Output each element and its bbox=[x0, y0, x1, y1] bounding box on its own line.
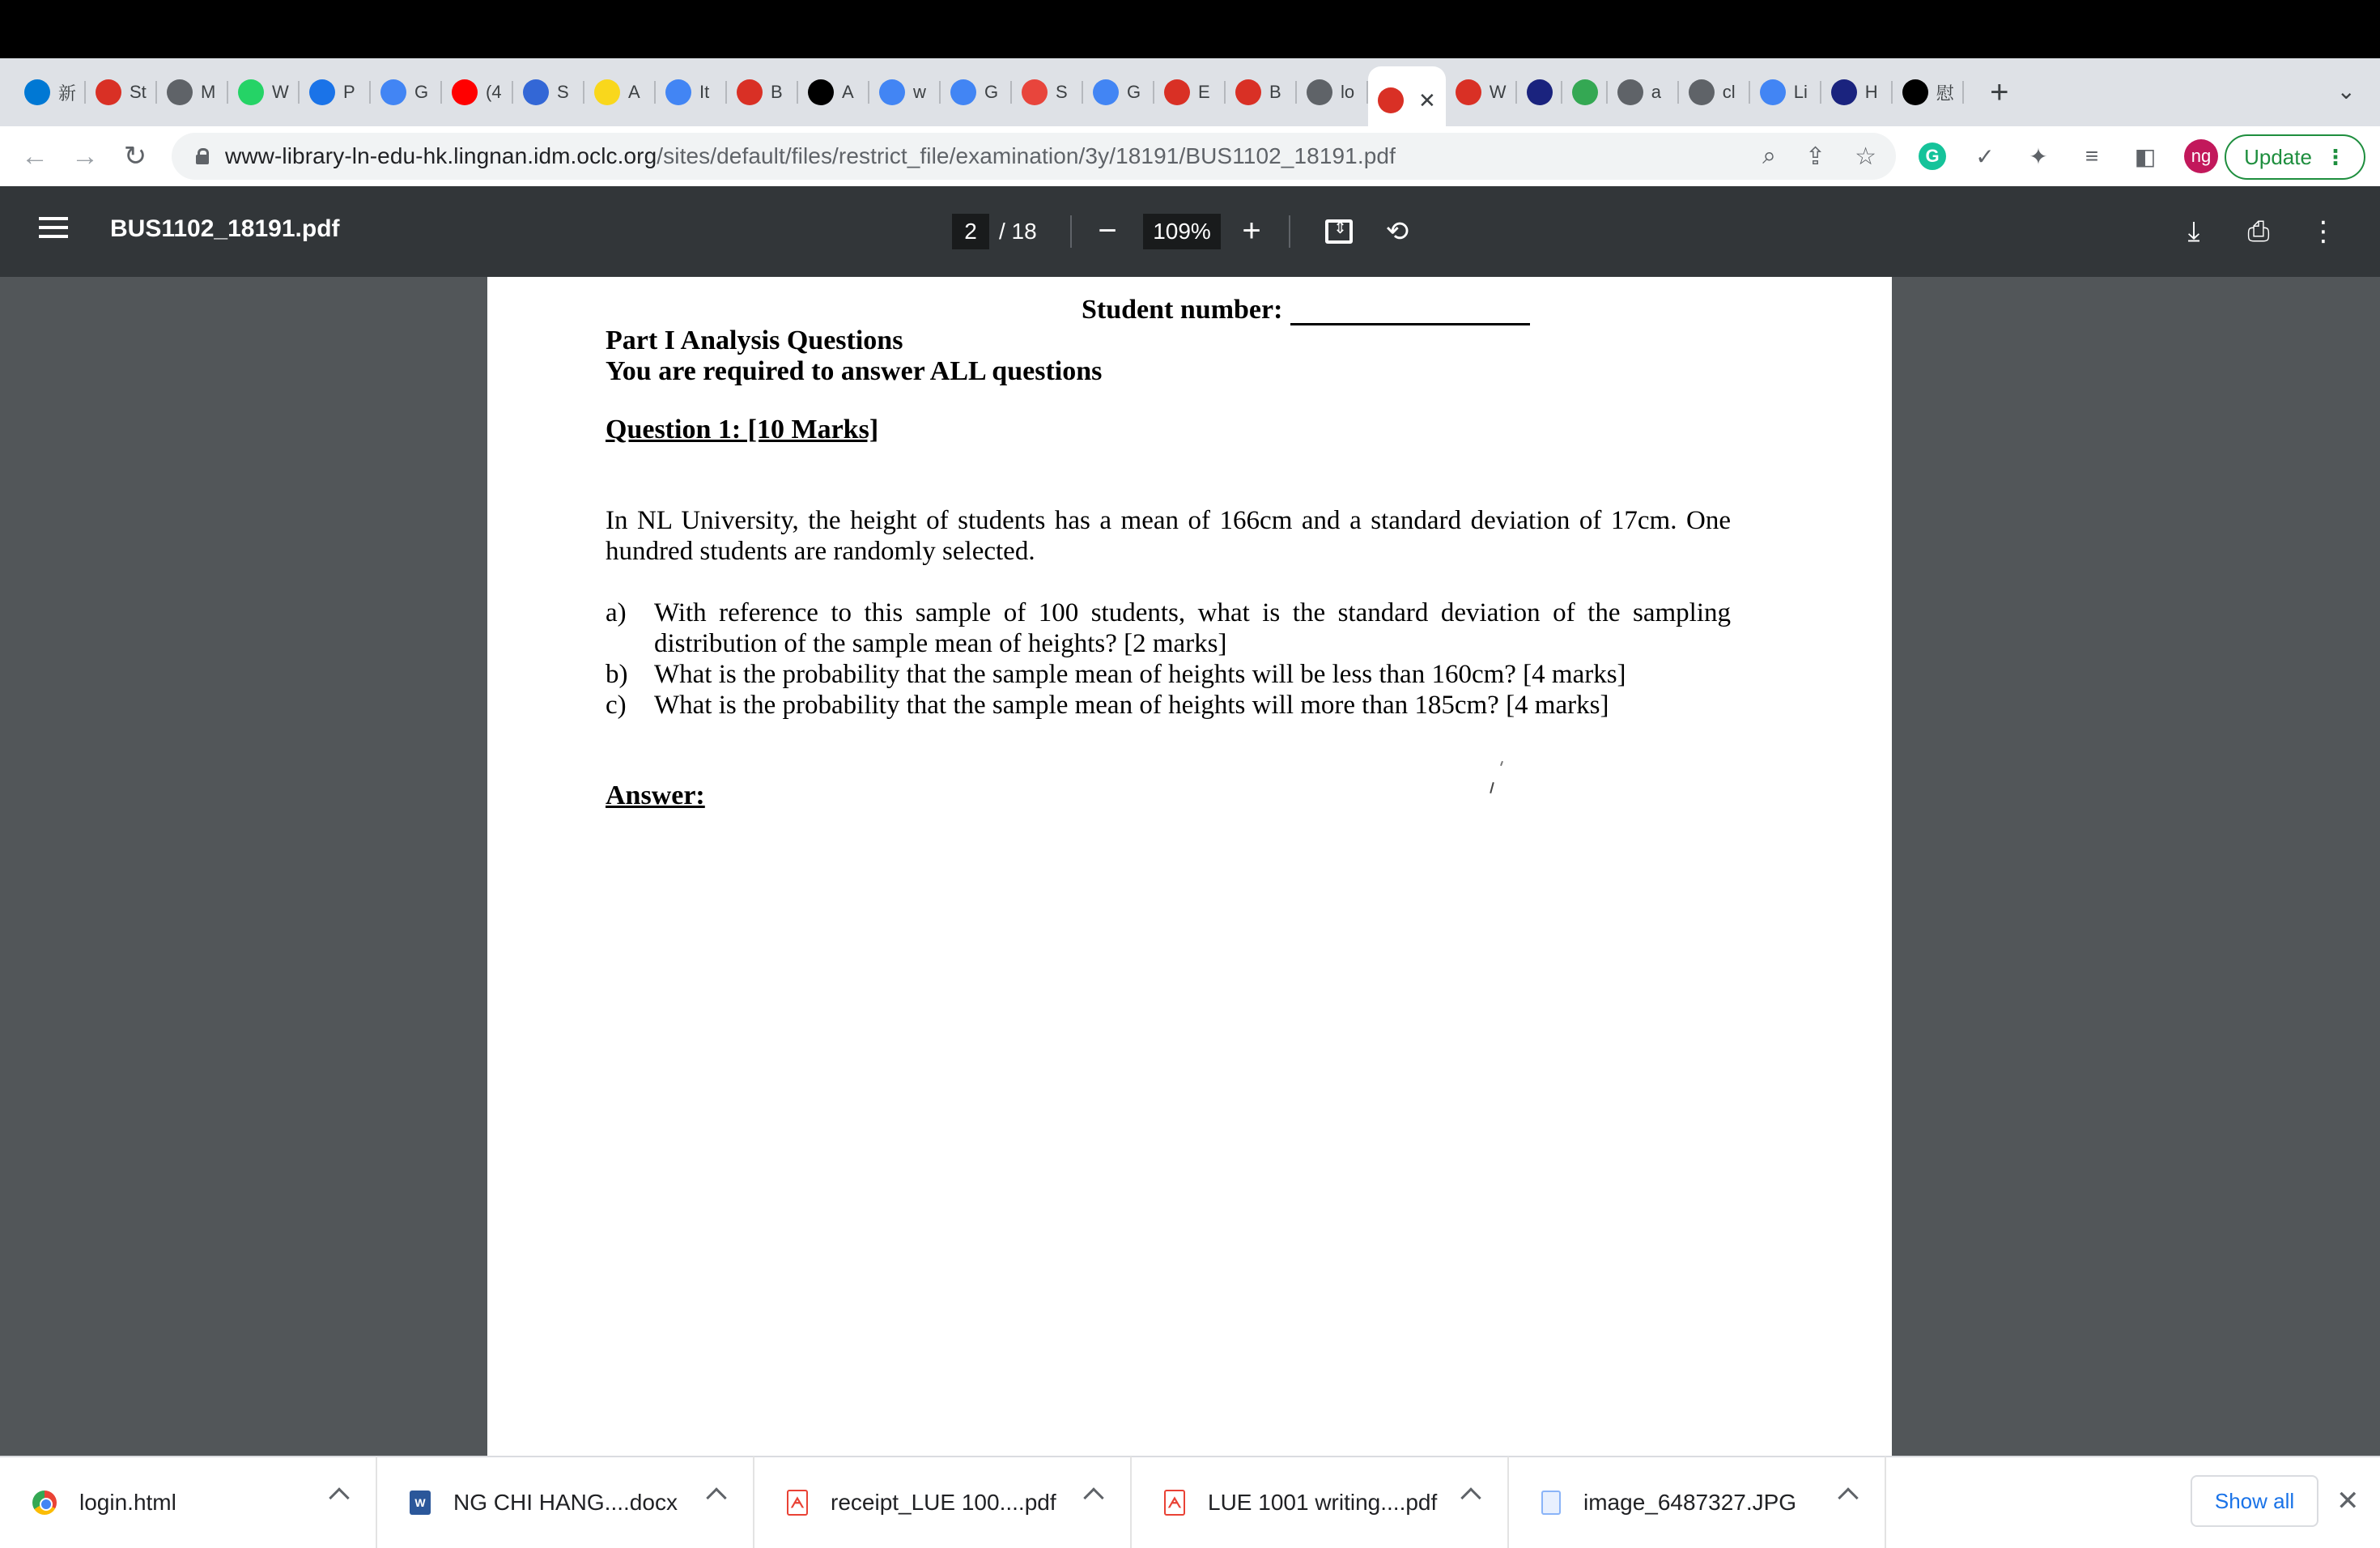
translate-icon bbox=[1093, 79, 1119, 105]
browser-tab[interactable] bbox=[157, 66, 228, 118]
pdf-filename: BUS1102_18191.pdf bbox=[110, 215, 340, 242]
lingnan-icon bbox=[96, 79, 121, 105]
zoom-icon[interactable]: ⌕ bbox=[1762, 142, 1776, 169]
question-item: c) What is the probability that the sample mean of heights will more than 185cm? [4 marks] bbox=[606, 691, 1609, 720]
browser-tab[interactable] bbox=[513, 66, 584, 118]
globe-icon bbox=[167, 79, 193, 105]
side-panel-icon[interactable]: ◧ bbox=[2134, 143, 2157, 169]
globe-icon bbox=[1617, 79, 1643, 105]
page-total: / 18 bbox=[999, 219, 1037, 244]
chevron-up-icon[interactable] bbox=[706, 1487, 726, 1508]
tab-search-chevron-icon[interactable]: ⌄ bbox=[2336, 79, 2356, 104]
toolbar-divider bbox=[1289, 215, 1290, 248]
page-number-input[interactable]: 2 bbox=[952, 214, 989, 249]
tab-title: G bbox=[1127, 82, 1141, 102]
chrome-file-icon bbox=[32, 1491, 57, 1515]
browser-tab[interactable] bbox=[1446, 66, 1517, 118]
more-options-icon[interactable]: ⋮ bbox=[2310, 216, 2337, 247]
tab-title: E bbox=[1198, 82, 1210, 102]
back-button[interactable]: ← bbox=[21, 140, 49, 172]
star-icon bbox=[1527, 79, 1553, 105]
pen-mark bbox=[1491, 771, 1494, 795]
browser-tab[interactable] bbox=[656, 66, 727, 118]
outlook-icon bbox=[24, 79, 50, 105]
image-file-icon bbox=[1541, 1491, 1561, 1515]
tab-title: M bbox=[201, 82, 216, 102]
tab-title: W bbox=[272, 82, 289, 102]
browser-tab[interactable] bbox=[1517, 66, 1562, 118]
browser-tab[interactable] bbox=[1562, 66, 1608, 118]
tab-title: S bbox=[557, 82, 569, 102]
toolbar-divider bbox=[1070, 215, 1072, 248]
browser-tab[interactable] bbox=[941, 66, 1012, 118]
tab-title: Li bbox=[1793, 82, 1808, 102]
google-icon bbox=[1760, 79, 1786, 105]
browser-tab[interactable] bbox=[300, 66, 371, 118]
translate-icon bbox=[380, 79, 406, 105]
download-item[interactable] bbox=[1509, 1457, 1886, 1548]
google-icon bbox=[879, 79, 905, 105]
play-icon bbox=[737, 79, 763, 105]
question-item: b) What is the probability that the sample mean of heights will be less than 160cm? [4 marks] bbox=[606, 660, 1626, 689]
tab-title: B bbox=[771, 82, 783, 102]
tab-title: G bbox=[984, 82, 999, 102]
globe-icon bbox=[1689, 79, 1715, 105]
tab-title: P bbox=[343, 82, 355, 102]
rotate-icon[interactable]: ⟲ bbox=[1385, 216, 1409, 247]
download-item[interactable] bbox=[377, 1457, 754, 1548]
pdf-menu-icon[interactable] bbox=[39, 217, 68, 241]
browser-tab[interactable] bbox=[869, 66, 941, 118]
google-icon bbox=[665, 79, 691, 105]
question-heading: Question 1: [10 Marks] bbox=[606, 415, 879, 444]
pdf-file-icon: ᗅ bbox=[787, 1490, 808, 1516]
forward-button[interactable]: → bbox=[71, 140, 99, 172]
chevron-up-icon[interactable] bbox=[329, 1487, 349, 1508]
pinterest-icon bbox=[309, 79, 335, 105]
tab-title: A bbox=[842, 82, 854, 102]
browser-tab[interactable] bbox=[584, 66, 656, 118]
browser-tab[interactable] bbox=[1821, 66, 1893, 118]
s-icon bbox=[523, 79, 549, 105]
browser-tab[interactable] bbox=[86, 66, 157, 118]
update-button[interactable] bbox=[2225, 134, 2365, 180]
print-icon[interactable]: ⎙ bbox=[2247, 215, 2270, 247]
tab-strip bbox=[0, 58, 2380, 126]
checkmark-extension-icon[interactable]: ✓ bbox=[1975, 143, 1995, 169]
browser-tab[interactable] bbox=[798, 66, 869, 118]
part-title: Part I Analysis Questions bbox=[606, 325, 903, 355]
pdf-viewer[interactable] bbox=[0, 277, 2380, 1456]
tab-title: cl bbox=[1722, 82, 1736, 102]
tab-title: W bbox=[1489, 82, 1507, 102]
pdf-toolbar bbox=[0, 186, 2380, 277]
tab-title: 慰 bbox=[1936, 83, 1954, 104]
fit-page-icon[interactable] bbox=[1323, 215, 1355, 248]
browser-tab[interactable] bbox=[15, 66, 86, 118]
url-text: www-library-ln-edu-hk.lingnan.idm.oclc.org/sites/default/files/restrict_file/examination/3y/18191/BUS1102_18191.pdf bbox=[225, 143, 1396, 168]
browser-tab[interactable] bbox=[1226, 66, 1297, 118]
browser-tab[interactable] bbox=[1750, 66, 1821, 118]
lingnan-icon bbox=[1235, 79, 1261, 105]
address-bar[interactable] bbox=[172, 133, 1896, 180]
part-instruction: You are required to answer ALL questions bbox=[606, 356, 1103, 386]
download-item[interactable] bbox=[0, 1457, 377, 1548]
browser-tab[interactable] bbox=[1297, 66, 1368, 118]
zoom-out-button[interactable]: − bbox=[1098, 213, 1117, 249]
zoom-in-button[interactable]: + bbox=[1242, 213, 1261, 249]
show-all-button[interactable]: Show all bbox=[2191, 1475, 2318, 1527]
browser-tab[interactable] bbox=[1679, 66, 1750, 118]
t-icon bbox=[1022, 79, 1048, 105]
tab-title: w bbox=[913, 82, 926, 102]
tab-title: G bbox=[414, 82, 429, 102]
omnibox-actions bbox=[1762, 133, 1876, 180]
download-item[interactable] bbox=[1132, 1457, 1509, 1548]
answer-label: Answer: bbox=[606, 780, 705, 810]
close-icon[interactable]: ✕ bbox=[2336, 1486, 2360, 1516]
browser-tab[interactable] bbox=[1012, 66, 1083, 118]
browser-tab[interactable] bbox=[442, 66, 513, 118]
lingnan-icon bbox=[1164, 79, 1190, 105]
share-icon[interactable]: ⇪ bbox=[1804, 142, 1826, 170]
tab-active[interactable] bbox=[1368, 66, 1446, 134]
browser-tab[interactable] bbox=[1154, 66, 1226, 118]
part-heading bbox=[606, 325, 1102, 387]
tab-close-icon[interactable]: ✕ bbox=[1418, 87, 1436, 113]
translate-icon bbox=[950, 79, 976, 105]
lock-icon bbox=[196, 148, 209, 164]
check-icon bbox=[1572, 79, 1598, 105]
tab-title: (4 bbox=[486, 82, 502, 102]
q-icon bbox=[1902, 79, 1928, 105]
media-queue-icon[interactable]: ≡ bbox=[2085, 143, 2099, 168]
tab-title: 新 bbox=[58, 83, 76, 104]
question-intro: In NL University, the height of students has a mean of 166cm and a standard deviation of 17cm. One hundred students are randomly selected. bbox=[606, 506, 1731, 566]
download-filename: receipt_LUE 100....pdf bbox=[831, 1490, 1056, 1515]
reload-button[interactable]: ↻ bbox=[123, 141, 147, 172]
browser-tab[interactable] bbox=[727, 66, 798, 118]
chevron-up-icon[interactable] bbox=[1838, 1487, 1858, 1508]
amazon-icon bbox=[808, 79, 834, 105]
globe-icon bbox=[1307, 79, 1332, 105]
profile-avatar[interactable]: ng bbox=[2184, 139, 2218, 173]
tab-title: H bbox=[1864, 82, 1878, 102]
download-filename: LUE 1001 writing....pdf bbox=[1208, 1490, 1438, 1515]
new-tab-button[interactable]: + bbox=[1990, 74, 2009, 110]
question-item: a) With reference to this sample of 100 students, what is the standard deviation of the sampling distribution of the sample mean of heights? [2 marks] bbox=[606, 598, 1731, 658]
download-icon[interactable]: ⤓ bbox=[2187, 215, 2200, 247]
tab-title: A bbox=[628, 82, 640, 102]
download-shelf bbox=[0, 1456, 2380, 1548]
download-filename: login.html bbox=[79, 1490, 176, 1515]
download-filename: NG CHI HANG....docx bbox=[453, 1490, 678, 1515]
kebab-menu-icon: ⋮ bbox=[2324, 144, 2346, 169]
tab-title: It bbox=[699, 82, 710, 102]
browser-tab[interactable] bbox=[1083, 66, 1154, 118]
download-filename: image_6487327.JPG bbox=[1583, 1490, 1797, 1515]
grammarly-icon[interactable]: G bbox=[1919, 142, 1946, 170]
lingnan-icon bbox=[1456, 79, 1481, 105]
question-list bbox=[606, 598, 1731, 721]
browser-tab[interactable] bbox=[371, 66, 442, 118]
chevron-up-icon[interactable] bbox=[1460, 1487, 1481, 1508]
youtube-icon bbox=[452, 79, 478, 105]
tab-title: S bbox=[1056, 82, 1068, 102]
lingnan-icon bbox=[1378, 87, 1404, 113]
browser-tab[interactable] bbox=[1608, 66, 1679, 118]
v-icon bbox=[594, 79, 620, 105]
whatsapp-icon bbox=[238, 79, 264, 105]
tab-title: B bbox=[1269, 82, 1281, 102]
chevron-up-icon[interactable] bbox=[1083, 1487, 1103, 1508]
word-file-icon: W bbox=[410, 1491, 431, 1515]
star-icon bbox=[1831, 79, 1857, 105]
download-item[interactable] bbox=[754, 1457, 1132, 1548]
window-top-strip bbox=[0, 0, 2380, 58]
extensions-area bbox=[1919, 126, 2218, 186]
tab-title: St bbox=[130, 82, 147, 102]
browser-tab[interactable] bbox=[1893, 66, 1964, 118]
pdf-page bbox=[487, 277, 1892, 1456]
puzzle-extensions-icon[interactable]: ✦ bbox=[2029, 143, 2048, 169]
student-number-field: Student number: bbox=[1082, 295, 1530, 325]
bookmark-star-icon[interactable]: ☆ bbox=[1855, 142, 1876, 170]
browser-tab[interactable] bbox=[228, 66, 300, 118]
tab-title: a bbox=[1651, 82, 1662, 102]
pdf-file-icon: ᗅ bbox=[1164, 1490, 1185, 1516]
zoom-level-input[interactable]: 109% bbox=[1143, 214, 1221, 249]
tab-title: lo bbox=[1341, 82, 1355, 102]
update-label: Update bbox=[2244, 144, 2312, 169]
